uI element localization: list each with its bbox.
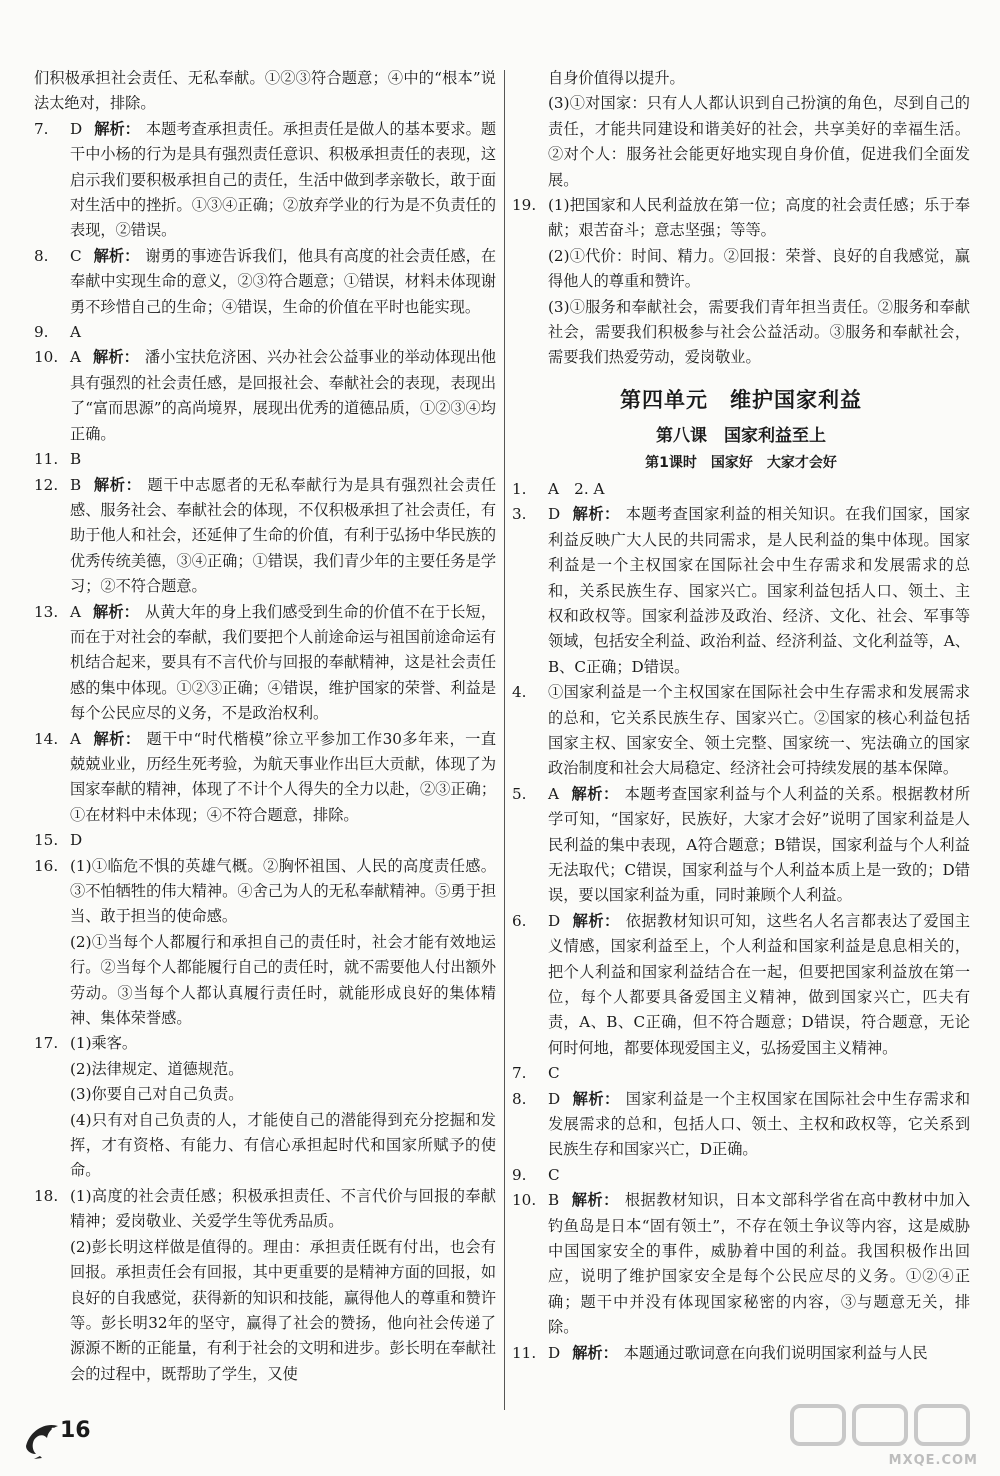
- item-text: (1)乘客。: [70, 1034, 138, 1053]
- analysis-label: 解析：: [572, 505, 620, 524]
- answer-item: [34, 320, 496, 345]
- item-answer: B: [548, 1191, 560, 1210]
- item-answer: D: [548, 1089, 561, 1108]
- analysis-label: 解析：: [571, 1191, 619, 1210]
- item-text: (2)①代价：时间、精力。②回报：荣誉、良好的自我感觉，赢得他人的尊重和赞许。: [548, 246, 970, 291]
- answer-item: [34, 447, 496, 472]
- item-answer: D: [70, 831, 83, 850]
- item-text: (1)把国家和人民利益放在第一位；高度的社会责任感；乐于奉献；艰苦奋斗；意志坚强；等等。: [548, 196, 970, 240]
- analysis-label: 解析：: [572, 911, 620, 930]
- answer-item: [512, 909, 970, 1061]
- item-text: 们积极承担社会责任、无私奉献。①②③符合题意；④中的“根本”说法太绝对，排除。: [34, 69, 496, 113]
- item-text: (1)①临危不惧的英雄气概。②胸怀祖国、人民的高度责任感。③不怕牺牲的伟大精神。④舍己为人的无私奉献精神。⑤勇于担当、敢于担当的使命感。: [70, 856, 496, 926]
- analysis-label: 解析：: [572, 1343, 618, 1362]
- answer-item: [512, 91, 970, 193]
- item-number: 17.: [34, 1034, 59, 1053]
- analysis-label: 解析：: [94, 119, 140, 138]
- item-text: 国家利益是一个主权国家在国际社会中生存需求和发展需求的总和，包括人口、领土、主权和政权等，它关系到民族生存和国家兴亡，D正确。: [548, 1089, 971, 1159]
- watermark-text: MXQE.COM: [888, 1453, 978, 1468]
- item-text: 潘小宝扶危济困、兴办社会公益事业的举动体现出他具有强烈的社会责任感，是回报社会、奉献社会的表现，表现出了“富而思源”的高尚境界，展现出优秀的道德品质，①②③④均正确。: [70, 348, 497, 443]
- answer-item: [34, 727, 496, 829]
- item-text: 根据教材知识，日本文部科学省在高中教材中加入钓鱼岛是日本“固有领土”，不存在领土争议等内容，这是威胁中国国家安全的事件，威胁着中国的利益。我国积极作出回应，说明了维护国家安全是每个公民应尽的义务。①②④正确；题干中并没有体现国家秘密的内容，③与题意无关，排除。: [548, 1191, 971, 1337]
- item-text: (2)①当每个人都履行和承担自己的责任时，社会才能有效地运行。②当每个人都能履行自己的责任时，就不需要他人付出额外劳动。③当每个人都认真履行责任时，就能形成良好的集体精神、集体荣誉感。: [70, 932, 496, 1028]
- answer-item: [34, 1184, 496, 1235]
- item-number: 8.: [512, 1089, 527, 1108]
- item-number: 6.: [512, 911, 527, 930]
- item-text: 依据教材知识可知，这些名人名言都表达了爱国主义情感，国家利益至上，个人利益和国家利益是息息相关的，把个人利益和国家利益结合在一起，但要把国家利益放在第一位，每个人都要具备爱国主义精神，做到国家兴亡，匹夫有责，A、B、C正确，但不符合题意；D错误，符合题意，无论何时何地，都要体现爱国主义，弘扬爱国主义精神。: [548, 911, 971, 1057]
- item-answer: B: [70, 475, 82, 494]
- answer-item: [512, 1188, 970, 1340]
- answer-item: [34, 828, 496, 853]
- item-answer: A: [70, 323, 81, 342]
- item-answer: D: [548, 505, 561, 524]
- item-text: (3)①对国家：只有人人都认识到自己扮演的角色，尽到自己的责任，才能共同建设和谐美好的社会，共享美好的幸福生活。②对个人：服务社会能更好地实现自身价值，促进我们全面发展。: [548, 94, 970, 189]
- item-number: 13.: [34, 602, 59, 621]
- answer-item: [34, 1082, 496, 1107]
- item-text: 自身价值得以提升。: [548, 69, 685, 87]
- answer-item: [512, 244, 970, 295]
- item-text: ①国家利益是一个主权国家在国际社会中生存需求和发展需求的总和，它关系民族生存、国家兴亡。②国家的核心利益包括国家主权、国家安全、领土完整、国家统一、宪法确立的国家政治制度和社会大局稳定、经济社会可持续发展的基本保障。: [548, 683, 970, 778]
- period-title: 第1课时 国家好 大家才会好: [645, 454, 837, 471]
- answer-item: [34, 930, 496, 1032]
- answer-item: [34, 244, 496, 320]
- item-text: (3)①服务和奉献社会，需要我们青年担当责任。②服务和奉献社会，需要我们积极参与社会公益活动。③服务和奉献社会，需要我们热爱劳动，爱岗敬业。: [548, 297, 970, 367]
- item-answer: C: [70, 246, 82, 265]
- answer-item: [512, 1061, 970, 1086]
- right-top-answers: [512, 66, 970, 371]
- answer-item: [512, 66, 970, 91]
- item-number: 4.: [512, 683, 527, 702]
- item-number: 1.: [512, 479, 527, 498]
- item-text: (1)高度的社会责任感；积极承担责任、不言代价与回报的奉献精神；爱岗敬业、关爱学生等优秀品质。: [70, 1186, 496, 1231]
- item-number: 15.: [34, 831, 59, 850]
- item-number: 19.: [512, 196, 537, 215]
- item-text: (3)你要自己对自己负责。: [70, 1085, 244, 1104]
- answer-item: [512, 680, 970, 782]
- item-answer: B: [70, 450, 82, 469]
- answer-item: [34, 345, 496, 447]
- answer-item: [512, 502, 970, 680]
- analysis-label: 解析：: [92, 348, 139, 367]
- item-text: 2. A: [574, 479, 605, 498]
- answer-item: [512, 477, 970, 502]
- item-number: 14.: [34, 729, 59, 748]
- item-text: 题干中志愿者的无私奉献行为是具有强烈社会责任感、服务社会、奉献社会的体现，不仅积极承担了社会责任，有助于他人和社会，还延伸了生命的价值，有利于弘扬中华民族的优秀传统美德，③④正确；①错误，我们青少年的主要任务是学习；②不符合题意。: [70, 475, 497, 596]
- lesson-title: 第八课 国家利益至上: [656, 425, 826, 446]
- item-answer: D: [548, 1343, 561, 1362]
- item-answer: A: [70, 348, 81, 367]
- item-answer: A: [70, 729, 81, 748]
- item-number: 7.: [512, 1064, 527, 1083]
- item-number: 7.: [34, 119, 49, 138]
- answer-item: [512, 1087, 970, 1163]
- analysis-label: 解析：: [572, 1089, 620, 1108]
- item-number: 11.: [34, 450, 59, 469]
- item-number: 9.: [34, 323, 49, 342]
- answer-item: [512, 1341, 970, 1366]
- item-number: 9.: [512, 1165, 527, 1184]
- answer-item: [34, 1057, 496, 1082]
- item-number: 8.: [34, 246, 49, 265]
- answer-item: [34, 66, 496, 117]
- dolphin-icon: [20, 1412, 64, 1460]
- answer-item: [34, 117, 496, 244]
- item-answer: D: [70, 119, 83, 138]
- item-text: 本题考查国家利益与个人利益的关系。根据教材所学可知，“国家好，民族好，大家才会好”说明了国家利益是人民利益的集中表现，A符合题意；B错误，国家利益与个人利益无法取代；C错误，国家利益与个人利益本质上是一致的；D错误，要以国家利益为重，同时兼顾个人利益。: [548, 784, 971, 905]
- answer-item: [34, 1108, 496, 1184]
- answer-item: [512, 193, 970, 244]
- item-answer: C: [548, 1064, 560, 1083]
- answer-item: [34, 854, 496, 930]
- item-text: 题干中“时代楷模”徐立平参加工作30多年来，一直兢兢业业，历经生死考验，为航天事业作出巨大贡献，体现了为国家奉献的精神，体现了不计个人得失的全力以赴，②③正确；①在材料中未体现；④不符合题意，排除。: [70, 729, 497, 824]
- answer-item: [34, 1031, 496, 1056]
- analysis-label: 解析：: [92, 602, 139, 621]
- answer-item: [512, 1163, 970, 1188]
- item-number: 5.: [512, 784, 527, 803]
- item-text: 本题考查承担责任。承担责任是做人的基本要求。题干中小杨的行为是具有强烈责任意识、积极承担责任的表现，这启示我们要积极承担自己的责任，生活中做到孝亲敬长，敢于面对生活中的挫折。①③④正确；②放弃学业的行为是不负责任的表现，②错误。: [70, 119, 497, 240]
- analysis-label: 解析：: [570, 784, 619, 803]
- item-number: 12.: [34, 475, 59, 494]
- page-number: 16: [60, 1418, 91, 1443]
- item-answer: D: [548, 911, 561, 930]
- item-text: (4)只有对自己负责的人，才能使自己的潜能得到充分挖掘和发挥，才有资格、有能力、有信心承担起时代和国家所赋予的使命。: [70, 1110, 496, 1180]
- item-answer: C: [548, 1165, 560, 1184]
- item-text: 从黄大年的身上我们感受到生命的价值不在于长短，而在于对社会的奉献，我们要把个人前途命运与祖国前途命运有机结合起来，要具有不言代价与回报的奉献精神，这是社会责任感的集中体现。①②③正确；④错误，维护国家的荣誉、利益是每个公民应尽的义务，不是政治权利。: [70, 602, 497, 723]
- item-number: 10.: [512, 1191, 537, 1210]
- item-number: 18.: [34, 1186, 59, 1205]
- item-text: (2)法律规定、道德规范。: [70, 1059, 244, 1078]
- item-number: 11.: [512, 1343, 537, 1362]
- item-text: 本题通过歌词意在向我们说明国家利益与人民: [623, 1343, 928, 1362]
- column-divider: [504, 70, 505, 1410]
- left-column: [34, 66, 496, 1387]
- answer-item: [512, 782, 970, 909]
- item-text: 本题考查国家利益的相关知识。在我们国家，国家利益反映广大人民的共同需求，是人民利益的集中体现。国家利益是一个主权国家在国际社会中生存需求和发展需求的总和，关系民族生存、国家兴亡。国家利益包括人口、领土、主权和政权等。国家利益涉及政治、经济、文化、社会、军事等领域，包括安全利益、政治利益、经济利益、文化利益等，A、B、C正确；D错误。: [548, 505, 971, 676]
- item-answer: A: [70, 602, 81, 621]
- answer-item: [34, 473, 496, 600]
- item-text: (2)彭长明这样做是值得的。理由：承担责任既有付出，也会有回报。承担责任会有回报，其中更重要的是精神方面的回报，如良好的自我感觉，获得新的知识和技能，赢得他人的尊重和赞许等。彭长明32年的坚守，赢得了社会的赞扬，他向社会传递了源源不断的正能量，有利于社会的文明和进步。彭长明在奉献社会的过程中，既帮助了学生，又使: [70, 1237, 496, 1383]
- item-answer: A: [548, 479, 559, 498]
- right-column: [512, 66, 970, 1366]
- item-number: 10.: [34, 348, 59, 367]
- answer-item: [34, 1235, 496, 1387]
- analysis-label: 解析：: [93, 475, 142, 494]
- item-number: 16.: [34, 856, 59, 875]
- answer-item: [34, 600, 496, 727]
- item-answer: A: [548, 784, 559, 803]
- analysis-label: 解析：: [92, 729, 141, 748]
- unit-title: 第四单元 维护国家利益: [620, 387, 862, 412]
- item-number: 3.: [512, 505, 527, 524]
- answer-item: [512, 295, 970, 371]
- right-bottom-answers: [512, 477, 970, 1366]
- item-text: 谢勇的事迹告诉我们，他具有高度的社会责任感，在奉献中实现生命的意义，②③符合题意；①错误，材料未体现谢勇不珍惜自己的生命；④错误，生命的价值在平时也能实现。: [70, 246, 497, 316]
- analysis-label: 解析：: [93, 246, 140, 265]
